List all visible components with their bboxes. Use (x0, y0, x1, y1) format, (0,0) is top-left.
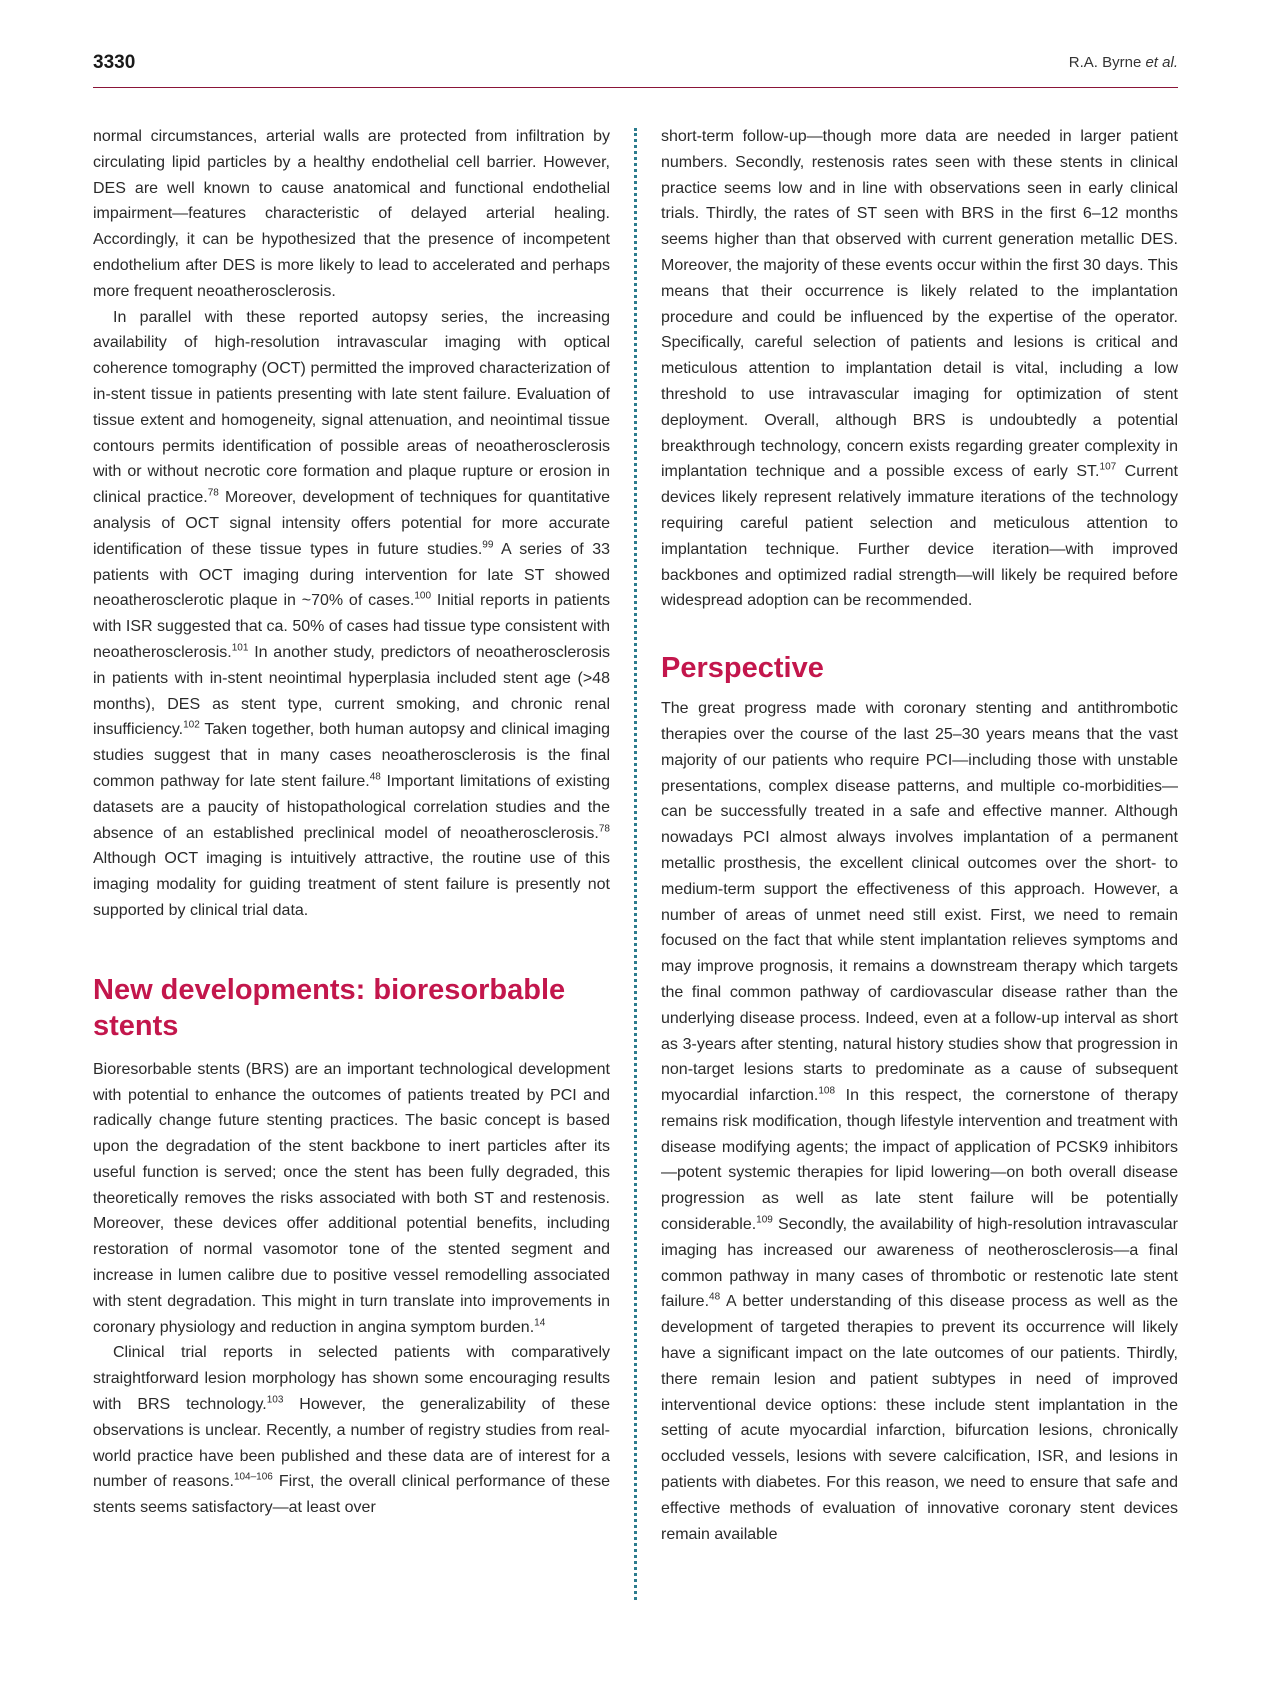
header-rule (93, 87, 1178, 88)
paragraph-text: Clinical trial reports in selected patients with comparatively straightforward lesion morphology has shown some encouraging results with BRS technology. (93, 1344, 610, 1414)
citation-ref[interactable]: 102 (183, 720, 200, 731)
paragraph-text: short-term follow-up—though more data are needed in larger patient numbers. Secondly, restenosis rates seen with these stents in clinical practice seems low and in line with observations seen in early clinical trials. Thirdly, the rates of ST seen with BRS in the first 6–12 months seems higher than that observed with current generation metallic DES. Moreover, the majority of these events occur within the first 30 days. This means that their occurrence is likely related to the implantation procedure and could be influenced by the expertise of the operator. Specifically, careful selection of patients and lesions is critical and meticulous attention to implantation detail is vital, including a low threshold to use intravascular imaging for optimization of stent deployment. Overall, although BRS is undoubtedly a potential breakthrough technology, concern exists regarding greater complexity in implantation technique and a possible excess of early ST. (661, 128, 1178, 481)
paragraph-brs-continuation (661, 124, 1178, 614)
citation-ref[interactable]: 78 (598, 823, 610, 835)
running-head-etal: et al. (1145, 54, 1178, 71)
paragraph-text: Moreover, development of techniques for quantitative analysis of OCT signal intensity offers potential for more accurate identification of these tissue types in future studies. (93, 489, 610, 558)
citation-ref[interactable]: 48 (369, 771, 381, 783)
paragraph-brs-intro (93, 1057, 610, 1341)
section-heading-perspective: Perspective (661, 652, 824, 685)
column-divider (634, 128, 637, 1600)
paragraph-text: However, the generalizability of these observations is unclear. Recently, a number of registry studies from real-world practice have been published and these data are of interest for a number of reasons. (93, 1396, 611, 1491)
paragraph-perspective (661, 696, 1178, 1547)
citation-ref[interactable]: 14 (534, 1317, 546, 1329)
citation-ref[interactable]: 103 (266, 1394, 284, 1406)
paragraph-text: Important limitations of existing datasets are a paucity of histopathological correlation studies and the absence of an established preclinical model of neoatherosclerosis. (93, 772, 610, 842)
paragraph-text: A series of 33 patients with OCT imaging during intervention for late ST showed neoatherosclerotic plaque in ~70% of cases. (93, 540, 610, 610)
citation-ref[interactable]: 100 (414, 591, 432, 603)
paragraph-text: A better understanding of this disease process as well as the development of targeted therapies to prevent its occurrence will likely have a significant impact on the late outcomes of our patients. Thirdly, there remain lesion and patient subtypes in need of improved interventional device options: these include stent implantation in the setting of acute myocardial infarction, bifurcation lesions, chronically occluded vessels, lesions with severe calcification, ISR, and lesions in patients with diabetes. For this reason, we need to ensure that safe and effective methods of evaluation of innovative coronary stent devices remain available (661, 1293, 1178, 1543)
paragraph-text: In parallel with these reported autopsy series, the increasing availability of high-resolution intravascular imaging with optical coherence tomography (OCT) permitted the improved characterization of in-stent tissue in patients presenting with late stent failure. Evaluation of tissue extent and homogeneity, signal attenuation, and neointimal tissue contours permits identification of possible areas of neoatherosclerosis with or without necrotic core formation and plaque rupture or erosion in clinical practice. (93, 308, 610, 507)
running-head (1069, 54, 1178, 71)
left-column (93, 124, 610, 1521)
running-head-authors: R.A. Byrne (1068, 54, 1142, 71)
paragraph-text: Taken together, both human autopsy and clinical imaging studies suggest that in many cases neoatherosclerosis is the final common pathway for late stent failure. (93, 721, 610, 790)
citation-ref[interactable]: 104–106 (233, 1472, 273, 1484)
citation-ref[interactable]: 78 (207, 487, 219, 499)
paragraph-continuation (93, 124, 610, 305)
paragraph-text: Initial reports in patients with ISR suggested that ca. 50% of cases had tissue type consistent with neoatherosclerosis. (93, 592, 611, 661)
paragraph-text: In another study, predictors of neoatherosclerosis in patients with in-stent neointimal hyperplasia included stent age (>48 months), DES as stent type, current smoking, and chronic renal insufficiency. (93, 643, 610, 739)
citation-ref[interactable]: 48 (709, 1292, 721, 1304)
paragraph-text: In this respect, the cornerstone of therapy remains risk modification, though lifestyle intervention and treatment with disease modifying agents; the impact of application of PCSK9 inhibitors—potent systemic therapies for lipid lowering—on both overall disease progression as well as late stent failure will be potentially considerable. (661, 1087, 1179, 1234)
section-heading-new-developments: New developments: bioresorbable stents (93, 973, 566, 1042)
paragraph-text: Current devices likely represent relatively immature iterations of the technology requiring careful patient selection and meticulous attention to implantation technique. Further device iteration—with improved backbones and optimized radial strength—will likely be required before widespread adoption can be recommended. (661, 463, 1179, 610)
paragraph-text: Although OCT imaging is intuitively attractive, the routine use of this imaging modality for guiding treatment of stent failure is presently not supported by clinical trial data. (93, 850, 610, 919)
citation-ref[interactable]: 99 (482, 539, 494, 551)
paragraph-text: Bioresorbable stents (BRS) are an important technological development with potential to enhance the outcomes of patients treated by PCI and radically change future stenting practices. The basic concept is based upon the degradation of the stent backbone to inert particles after its useful function is served; once the stent has been fully degraded, this theoretically removes the risks associated with both ST and restenosis. Moreover, these devices offer additional potential benefits, including restoration of normal vasomotor tone of the stented segment and increase in lumen calibre due to positive vessel remodelling associated with stent degradation. This might in turn translate into improvements in coronary physiology and reduction in angina symptom burden. (93, 1060, 610, 1336)
citation-ref[interactable]: 107 (1099, 462, 1117, 474)
citation-ref[interactable]: 109 (756, 1214, 773, 1226)
citation-ref[interactable]: 101 (231, 642, 249, 654)
paragraph-text: The great progress made with coronary stenting and antithrombotic therapies over the course of the last 25–30 years means that the vast majority of our patients who require PCI—including those with unstable presentations, complex disease patterns, and multiple co-morbidities—can be successfully treated in a safe and effective manner. Although nowadays PCI almost always involves implantation of a permanent metallic prosthesis, the excellent clinical outcomes over the short- to medium-term support the effectiveness of this approach. However, a number of areas of unmet need still exist. First, we need to remain focused on the fact that while stent implantation relieves symptoms and may improve prognosis, it remains a downstream therapy which targets the final common pathway of cardiovascular disease rather than the underlying disease process. Indeed, even at a follow-up interval as short as 3-years after stenting, natural history studies show that progression in non-target lesions starts to predominate as a cause of subsequent myocardial infarction. (661, 700, 1178, 1105)
page-number: 3330 (93, 52, 136, 73)
paragraph-text: normal circumstances, arterial walls are protected from infiltration by circulating lipid particles by a healthy endothelial cell barrier. However, DES are well known to cause anatomical and functional endothelial impairment—features characteristic of delayed arterial healing. Accordingly, it can be hypothesized that the presence of incompetent endothelium after DES is more likely to lead to accelerated and perhaps more frequent neoatherosclerosis. (93, 128, 610, 300)
paragraph-brs-trials (93, 1340, 610, 1521)
paragraph-oct-imaging (93, 305, 610, 924)
paragraph-text: First, the overall clinical performance of these stents seems satisfactory—at least over (93, 1473, 611, 1517)
right-column (661, 124, 1178, 1547)
citation-ref[interactable]: 108 (818, 1085, 836, 1097)
page-header (93, 50, 1178, 86)
paragraph-text: Secondly, the availability of high-resolution intravascular imaging has increased our awareness of neotherosclerosis—a final common pathway in many cases of thrombotic or restenotic late stent failure. (661, 1216, 1178, 1311)
